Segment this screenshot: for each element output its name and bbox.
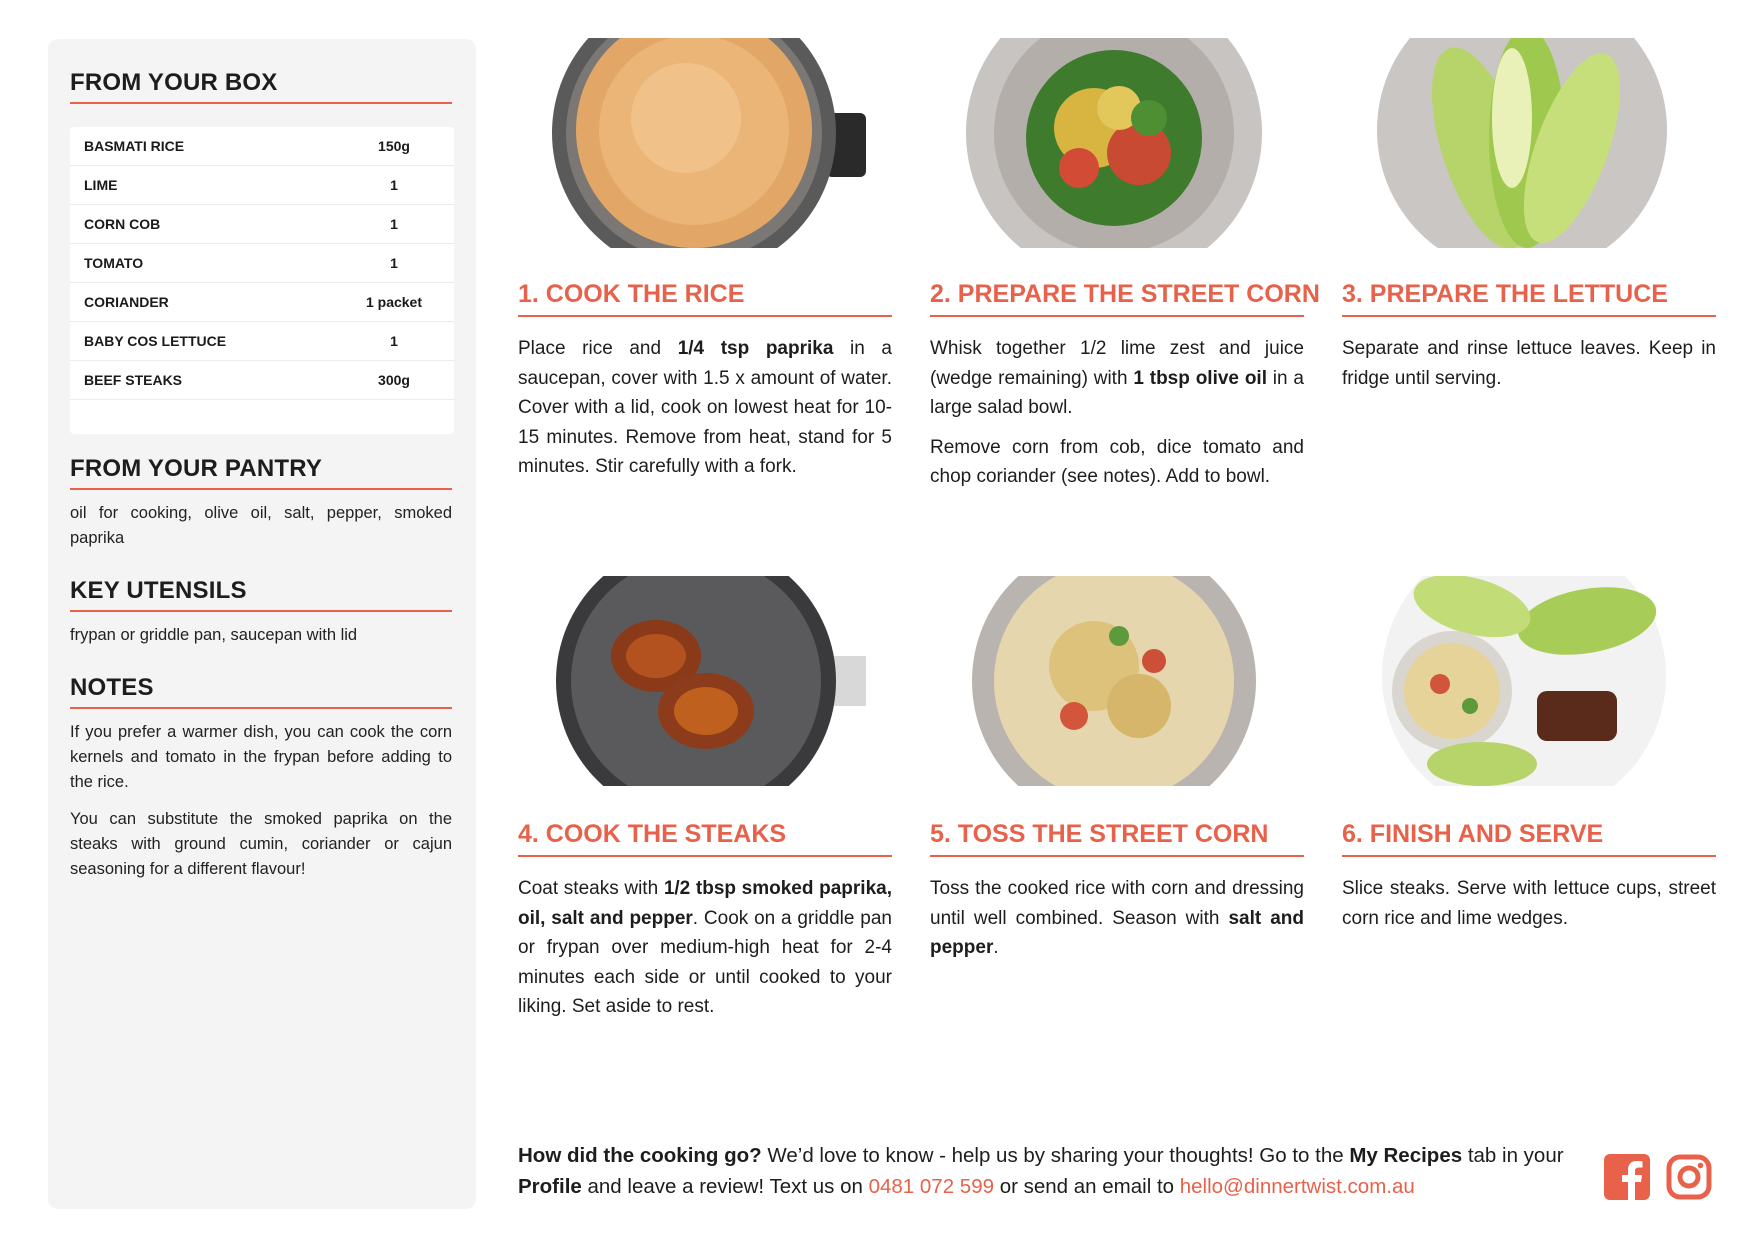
notes-paragraph: You can substitute the smoked paprika on the steaks with ground cumin, coriander or cajun seasoning for a different flavour! [70,810,452,878]
step-title: 3. PREPARE THE LETTUCE [1342,280,1716,317]
finished-plate-photo [1362,576,1682,786]
my-recipes-link[interactable]: My Recipes [1349,1144,1463,1167]
box-heading: FROM YOUR BOX [70,69,452,104]
step-title: 2. PREPARE THE STREET CORN [930,280,1304,317]
ingredient-row [70,127,454,166]
step-title: 4. COOK THE STEAKS [518,820,892,857]
step-instructions [518,334,892,492]
utensils-heading: KEY UTENSILS [70,577,452,612]
ingredients-sidebar [48,39,476,1209]
footer-text: or send an email to [994,1175,1180,1198]
ingredient-name: BABY COS LETTUCE [84,333,227,349]
footer-text: tab in your [1462,1144,1564,1167]
step-title: 1. COOK THE RICE [518,280,892,317]
ingredient-quantity: 1 [390,216,398,232]
step-instructions [1342,334,1716,403]
ingredient-row [70,361,454,400]
email-link[interactable]: hello@dinnertwist.com.au [1179,1175,1415,1198]
instruction-paragraph: Remove corn from cob, dice tomato and chop coriander (see notes). Add to bowl. [930,436,1304,487]
step-instructions [1342,874,1716,943]
instruction-paragraph: Whisk together 1/2 lime zest and juice (wedge remaining) with 1 tbsp olive oil in a large salad bowl. [930,338,1304,418]
footer-text: and leave a review! Text us on [581,1175,869,1198]
ingredient-name: CORIANDER [84,294,169,310]
ingredient-row [70,322,454,361]
ingredient-name: CORN COB [84,216,161,232]
lettuce-bowl-photo [1362,38,1682,248]
steak-pan-photo [546,576,866,786]
ingredient-name: TOMATO [84,255,144,271]
notes-heading: NOTES [70,674,452,709]
step-instructions [518,874,892,1032]
ingredient-row [70,283,454,322]
highlighted-ingredient: 1 tbsp olive oil [1133,367,1267,389]
ingredient-quantity: 1 packet [365,294,423,310]
instagram-icon[interactable] [1666,1154,1712,1200]
instruction-paragraph: Toss the cooked rice with corn and dressing until well combined. Season with salt and pepper. [930,878,1304,958]
utensils-text: frypan or griddle pan, saucepan with lid [70,626,358,644]
ingredient-quantity: 1 [390,177,398,193]
instruction-paragraph: Slice steaks. Serve with lettuce cups, street corn rice and lime wedges. [1342,878,1716,929]
highlighted-ingredient: 1/2 tbsp smoked paprika, oil, salt and pepper [518,878,893,929]
feedback-footer [518,1140,1578,1202]
pantry-text: oil for cooking, olive oil, salt, pepper, smoked paprika [70,504,452,547]
pantry-heading: FROM YOUR PANTRY [70,455,452,490]
ingredient-row [70,205,454,244]
ingredient-quantity: 150g [378,138,410,154]
step-title: 5. TOSS THE STREET CORN [930,820,1304,857]
ingredient-name: BASMATI RICE [84,138,185,154]
feedback-question: How did the cooking go? [518,1144,762,1167]
instruction-paragraph: Place rice and 1/4 tsp paprika in a saucepan, cover with 1.5 x amount of water. Cover with a lid, cook on lowest heat for 10-15 minutes. Remove from heat, stand for 5 minutes. Stir carefully with a fork. [518,338,892,477]
step-instructions [930,874,1304,973]
instruction-paragraph: Separate and rinse lettuce leaves. Keep in fridge until serving. [1342,338,1716,389]
step-instructions [930,334,1304,502]
tossed-rice-bowl-photo [954,576,1274,786]
ingredient-table [70,127,454,434]
corn-salad-bowl-photo [954,38,1274,248]
ingredient-quantity: 300g [378,372,410,388]
notes-paragraph: If you prefer a warmer dish, you can cook the corn kernels and tomato in the frypan before adding to the rice. [70,723,452,791]
facebook-icon[interactable] [1604,1154,1650,1200]
step-title: 6. FINISH AND SERVE [1342,820,1716,857]
ingredient-name: BEEF STEAKS [84,372,183,388]
highlighted-ingredient: 1/4 tsp paprika [677,338,834,359]
ingredient-name: LIME [84,177,118,193]
ingredient-quantity: 1 [390,333,398,349]
rice-pot-photo [546,38,866,248]
ingredient-row [70,166,454,205]
profile-link[interactable]: Profile [518,1175,582,1198]
highlighted-ingredient: salt and pepper [930,907,1304,958]
instruction-paragraph: Coat steaks with 1/2 tbsp smoked paprika, oil, salt and pepper. Cook on a griddle pan or frypan over medium-high heat for 2-4 minutes each side or until cooked to your liking. Set aside to rest. [518,878,893,1017]
footer-text: We’d love to know - help us by sharing your thoughts! Go to the [761,1144,1350,1167]
ingredient-row [70,244,454,283]
ingredient-quantity: 1 [390,255,398,271]
phone-number-link[interactable]: 0481 072 599 [868,1175,994,1198]
